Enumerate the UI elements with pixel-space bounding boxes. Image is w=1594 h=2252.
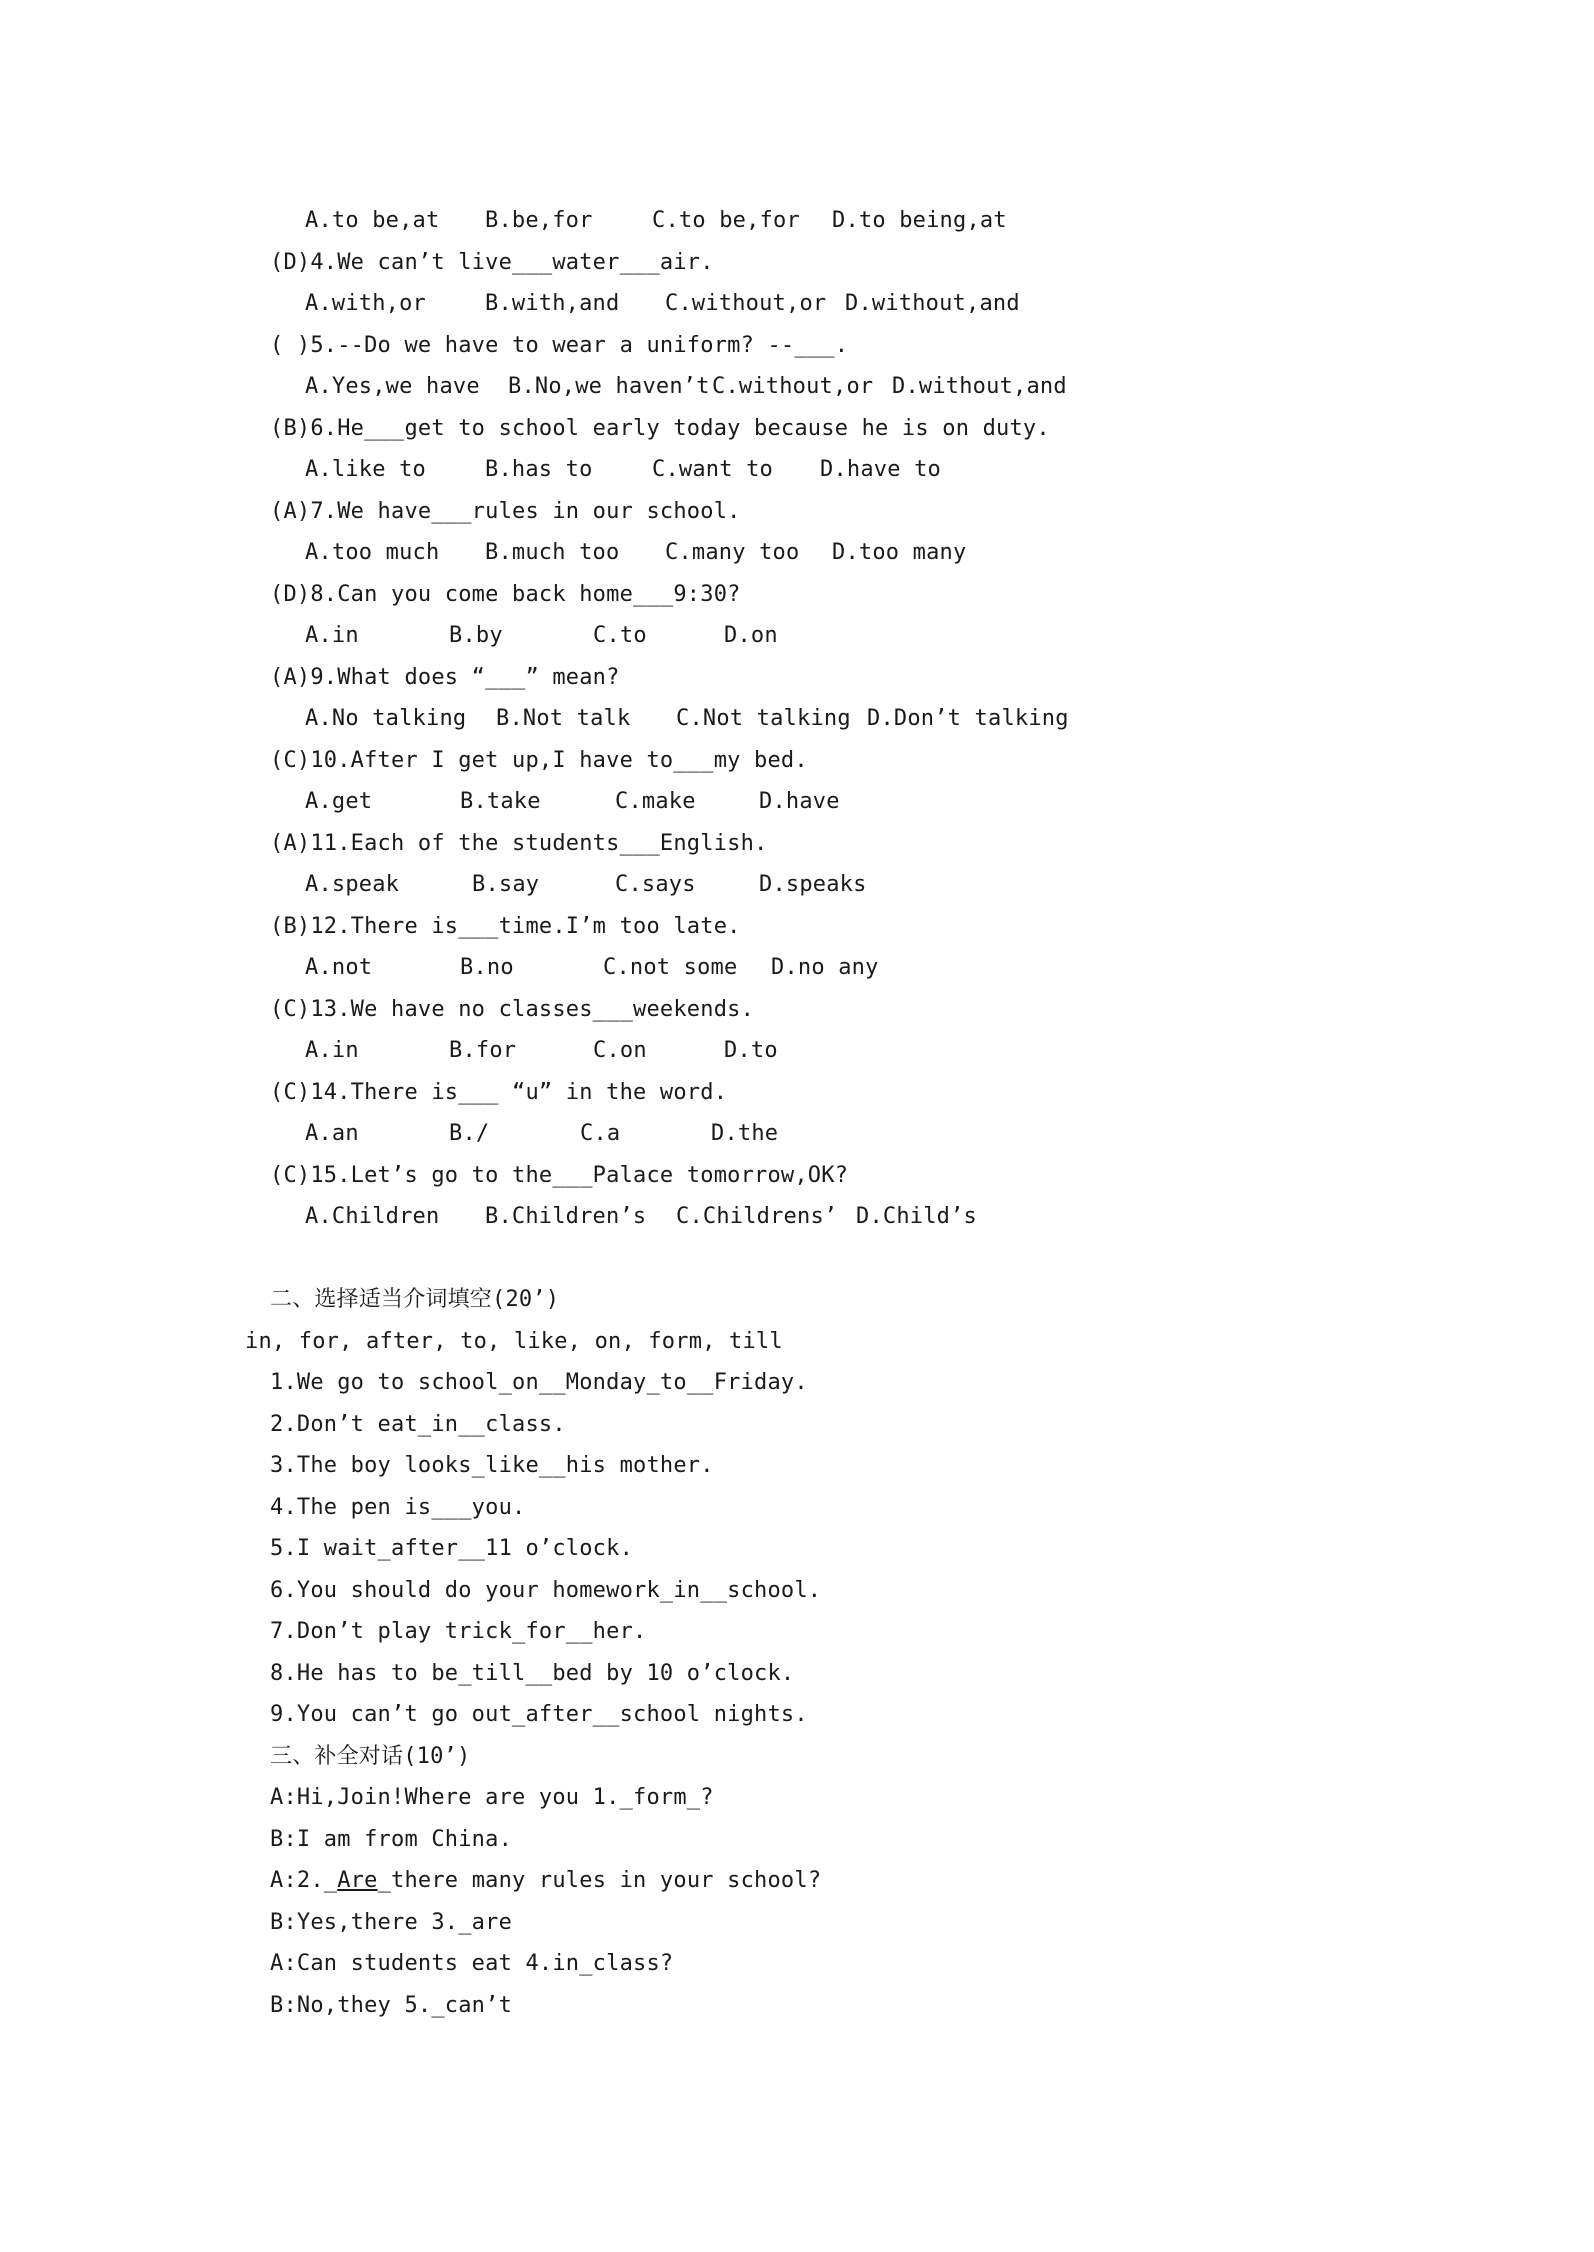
q7-option-c: C.many too <box>665 540 800 565</box>
q5-options <box>305 373 1067 401</box>
q12-option-b: B.no <box>460 955 514 980</box>
q9-options <box>305 705 1069 733</box>
q9-option-a: A.No talking <box>305 706 467 731</box>
q8-option-b: B.by <box>449 623 503 648</box>
section-2-item-6: 6.You should do your homework_in__school. <box>270 1578 822 1603</box>
q11-options <box>305 871 867 899</box>
q5-stem: ( )5.--Do we have to wear a uniform? --___. <box>270 333 849 358</box>
q13-stem: (C)13.We have no classes___weekends. <box>270 997 755 1022</box>
q6-option-c: C.want to <box>652 457 774 482</box>
q10-stem: (C)10.After I get up,I have to___my bed. <box>270 748 808 773</box>
q8-option-a: A.in <box>305 623 359 648</box>
q10-option-d: D.have <box>759 789 840 814</box>
q11-option-a: A.speak <box>305 872 400 897</box>
q15-option-d: D.Child’s <box>856 1204 978 1229</box>
q4-options <box>305 290 1020 318</box>
q6-option-a: A.like to <box>305 457 427 482</box>
q14-options <box>305 1120 778 1148</box>
q14-stem: (C)14.There is___ “u” in the word. <box>270 1080 728 1105</box>
q9-option-c: C.Not talking <box>676 706 851 731</box>
q15-stem: (C)15.Let’s go to the___Palace tomorrow,OK? <box>270 1163 849 1188</box>
q5-option-b: B.No,we haven’t <box>508 374 710 399</box>
q3-option-b: B.be,for <box>485 208 593 233</box>
dialogue-line-3 <box>270 1867 821 1895</box>
q3-option-a: A.to be,at <box>305 208 440 233</box>
q6-stem: (B)6.He___get to school early today because he is on duty. <box>270 416 1050 441</box>
dialogue-line-4: B:Yes,there 3._are <box>270 1910 513 1935</box>
q12-stem: (B)12.There is___time.I’m too late. <box>270 914 741 939</box>
section-3-title: 三、补全对话(10’) <box>270 1744 471 1769</box>
q4-option-a: A.with,or <box>305 291 427 316</box>
q5-option-d: D.without,and <box>892 374 1067 399</box>
q8-option-d: D.on <box>724 623 778 648</box>
q14-option-d: D.the <box>711 1121 779 1146</box>
q6-option-b: B.has to <box>485 457 593 482</box>
q12-option-c: C.not some <box>603 955 738 980</box>
q14-option-a: A.an <box>305 1121 359 1146</box>
q6-options <box>305 456 941 484</box>
q4-option-b: B.with,and <box>485 291 620 316</box>
q8-stem: (D)8.Can you come back home___9:30? <box>270 582 741 607</box>
q13-options <box>305 1037 778 1065</box>
q14-option-b: B./ <box>449 1121 490 1146</box>
q11-stem: (A)11.Each of the students___English. <box>270 831 768 856</box>
q11-option-d: D.speaks <box>759 872 867 897</box>
q9-stem: (A)9.What does “___” mean? <box>270 665 620 690</box>
q9-option-b: B.Not talk <box>496 706 631 731</box>
dialogue-line-2: B:I am from China. <box>270 1827 513 1852</box>
q13-option-c: C.on <box>593 1038 647 1063</box>
dialogue-line-3-suffix: _there many rules in your school? <box>377 1868 822 1893</box>
q3-options <box>305 207 1007 235</box>
q9-option-d: D.Don’t talking <box>867 706 1069 731</box>
q7-option-d: D.too many <box>832 540 967 565</box>
q7-stem: (A)7.We have___rules in our school. <box>270 499 741 524</box>
q10-options <box>305 788 840 816</box>
q8-option-c: C.to <box>593 623 647 648</box>
q14-option-c: C.a <box>580 1121 621 1146</box>
q8-options <box>305 622 778 650</box>
section-2-item-3: 3.The boy looks_like__his mother. <box>270 1453 714 1478</box>
q15-option-b: B.Children’s <box>485 1204 647 1229</box>
section-2-item-9: 9.You can’t go out_after__school nights. <box>270 1702 808 1727</box>
q7-option-a: A.too much <box>305 540 440 565</box>
q3-option-d: D.to being,at <box>832 208 1007 233</box>
section-2-item-2: 2.Don’t eat_in__class. <box>270 1412 566 1437</box>
q12-option-d: D.no any <box>771 955 879 980</box>
q7-options <box>305 539 966 567</box>
q15-option-a: A.Children <box>305 1204 440 1229</box>
q10-option-a: A.get <box>305 789 373 814</box>
q11-option-c: C.says <box>615 872 696 897</box>
q6-option-d: D.have to <box>820 457 942 482</box>
q13-option-a: A.in <box>305 1038 359 1063</box>
q10-option-c: C.make <box>615 789 696 814</box>
dialogue-line-5: A:Can students eat 4.in_class? <box>270 1951 674 1976</box>
q7-option-b: B.much too <box>485 540 620 565</box>
section-2-item-1: 1.We go to school_on__Monday_to__Friday. <box>270 1370 808 1395</box>
q4-option-c: C.without,or <box>665 291 827 316</box>
q5-option-a: A.Yes,we have <box>305 374 480 399</box>
section-2-word-bank: in, for, after, to, like, on, form, till <box>245 1329 783 1354</box>
q15-options <box>305 1203 977 1231</box>
dialogue-line-6: B:No,they 5._can’t <box>270 1993 513 2018</box>
q13-option-b: B.for <box>449 1038 517 1063</box>
q3-option-c: C.to be,for <box>652 208 800 233</box>
q11-option-b: B.say <box>472 872 540 897</box>
section-2-title: 二、选择适当介词填空(20’) <box>270 1287 560 1312</box>
q15-option-c: C.Childrens’ <box>676 1204 838 1229</box>
section-2-item-5: 5.I wait_after__11 o’clock. <box>270 1536 634 1561</box>
section-2-item-7: 7.Don’t play trick_for__her. <box>270 1619 647 1644</box>
q12-options <box>305 954 879 982</box>
q12-option-a: A.not <box>305 955 373 980</box>
section-2-item-4: 4.The pen is___you. <box>270 1495 526 1520</box>
section-2-item-8: 8.He has to be_till__bed by 10 o’clock. <box>270 1661 795 1686</box>
dialogue-line-3-answer: Are <box>337 1868 378 1893</box>
q10-option-b: B.take <box>460 789 541 814</box>
q13-option-d: D.to <box>724 1038 778 1063</box>
q4-option-d: D.without,and <box>845 291 1020 316</box>
dialogue-line-1: A:Hi,Join!Where are you 1._form_? <box>270 1785 714 1810</box>
q4-stem: (D)4.We can’t live___water___air. <box>270 250 714 275</box>
dialogue-line-3-prefix: A:2._ <box>270 1868 338 1893</box>
q5-option-c: C.without,or <box>712 374 874 399</box>
